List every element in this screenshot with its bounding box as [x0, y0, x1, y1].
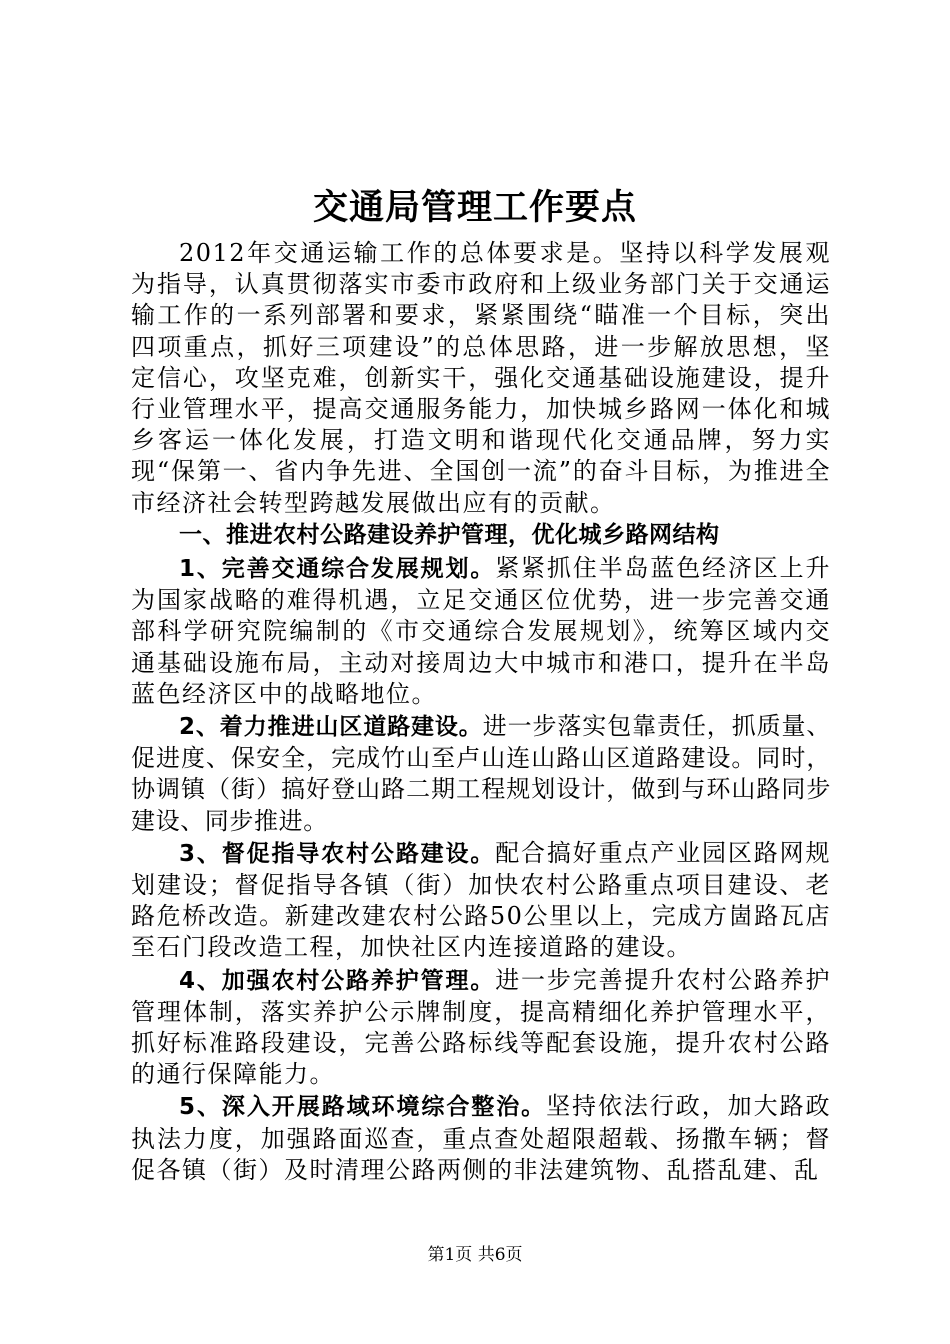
list-item — [131, 838, 831, 964]
item-text: 紧紧抓住半岛蓝色经济区上升为国家战略的难得机遇，立足交通区位优势，进一步完善交通部科学研究院编制的《市交通综合发展规划》，统筹区域内交通基础设施布局，主动对接周边大中城市和港口，提升在半岛蓝色经济区中的战略地位。 — [131, 554, 831, 708]
item-lead: 2、着力推进山区道路建设。 — [179, 714, 483, 741]
list-item — [131, 711, 831, 837]
item-lead: 1、完善交通综合发展规划。 — [179, 556, 496, 583]
list-item — [131, 965, 831, 1091]
intro-paragraph: 2012年交通运输工作的总体要求是。坚持以科学发展观为指导，认真贯彻落实市委市政府和上级业务部门关于交通运输工作的一系列部署和要求，紧紧围绕“瞄准一个目标，突出四项重点，抓好三项建设”的总体思路，进一步解放思想，坚定信心，攻坚克难，创新实干，强化交通基础设施建设，提升行业管理水平，提高交通服务能力，加快城乡路网一体化和城乡客运一体化发展，打造文明和谐现代化交通品牌，努力实现“保第一、省内争先进、全国创一流”的奋斗目标，为推进全市经济社会转型跨越发展做出应有的贡献。 — [131, 239, 831, 517]
section-heading: 一、推进农村公路建设养护管理，优化城乡路网结构 — [179, 521, 720, 548]
page-number-footer: 第1页 共6页 — [427, 1245, 523, 1265]
item-lead: 4、加强农村公路养护管理。 — [179, 967, 496, 994]
item-text: 进一步完善提升农村公路养护管理体制，落实养护公示牌制度，提高精细化养护管理水平，抓好标准路段建设，完善公路标线等配套设施，提升农村公路的通行保障能力。 — [131, 965, 831, 1089]
item-lead: 3、督促指导农村公路建设。 — [179, 840, 496, 867]
document-title: 交通局管理工作要点 — [312, 187, 637, 228]
list-item — [131, 1091, 831, 1186]
item-text: 配合搞好重点产业园区路网规划建设；督促指导各镇（街）加快农村公路重点项目建设、老路危桥改造。新建改建农村公路50公里以上，完成方崮路瓦店至石门段改造工程，加快社区内连接道路的建设。 — [131, 838, 831, 962]
list-item — [131, 553, 831, 710]
item-text: 坚持依法行政，加大路政执法力度，加强路面巡查，重点查处超限超载、扬撒车辆；督促各镇（街）及时清理公路两侧的非法建筑物、乱搭乱建、乱 — [131, 1092, 832, 1184]
document-body — [131, 238, 831, 1187]
item-lead: 5、深入开展路域环境综合整治。 — [179, 1094, 547, 1121]
item-text: 进一步落实包靠责任，抓质量、促进度、保安全，完成竹山至卢山连山路山区道路建设。同时，协调镇（街）搞好登山路二期工程规划设计，做到与环山路同步建设、同步推进。 — [131, 712, 831, 835]
